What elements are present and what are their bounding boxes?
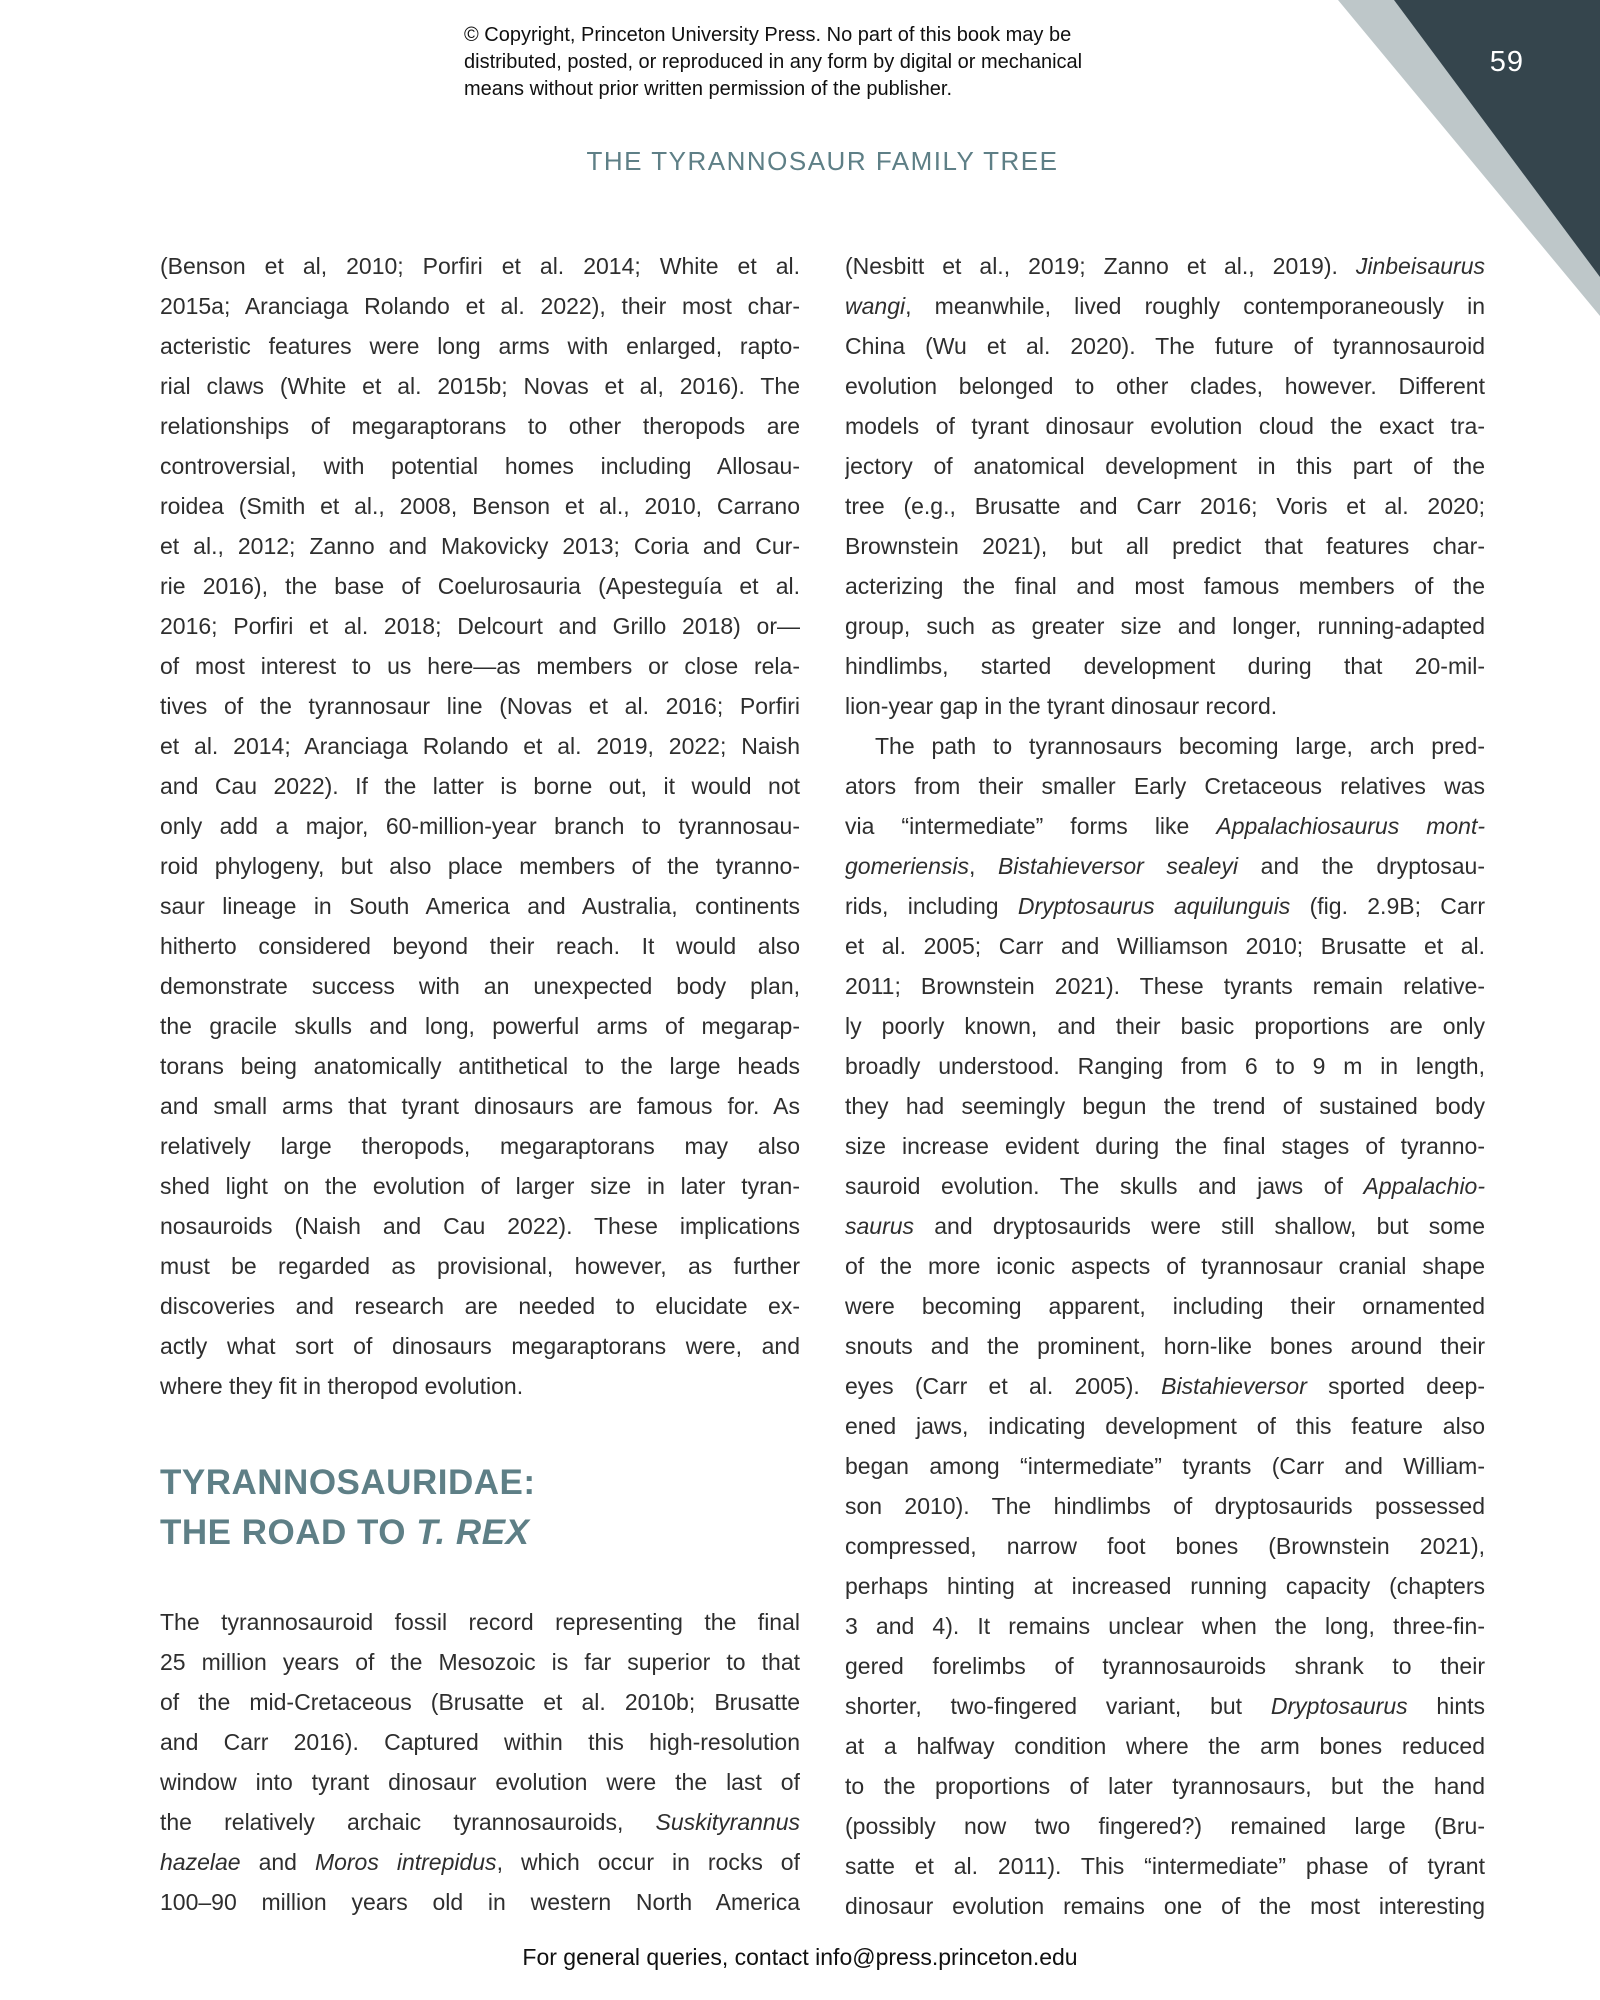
text-line: shorter, two-fingered variant, but Dryptosaurus hints	[845, 1693, 1485, 1719]
text-line: group, such as greater size and longer, running-adapted	[845, 613, 1485, 639]
text-line: to the proportions of later tyrannosaurs, but the hand	[845, 1773, 1485, 1799]
running-head: THE TYRANNOSAUR FAMILY TREE	[586, 146, 1059, 176]
copyright-notice	[464, 22, 1164, 103]
text-line: and Cau 2022). If the latter is borne out, it would not	[160, 773, 800, 799]
text-line: dinosaur evolution remains one of the most interesting	[845, 1893, 1485, 1919]
text-line: roid phylogeny, but also place members of the tyranno-	[160, 853, 800, 879]
text-line: tree (e.g., Brusatte and Carr 2016; Voris et al. 2020;	[845, 493, 1485, 519]
text-line: distributed, posted, or reproduced in any form by digital or mechanical	[464, 51, 1083, 73]
text-line: demonstrate success with an unexpected body plan,	[160, 973, 800, 999]
text-line: the relatively archaic tyrannosauroids, Suskityrannus	[160, 1809, 800, 1835]
text-line: models of tyrant dinosaur evolution cloud the exact tra-	[845, 413, 1485, 439]
text-line: sauroid evolution. The skulls and jaws of Appalachio-	[845, 1173, 1485, 1199]
left-column	[160, 246, 800, 1926]
text-line: 2011; Brownstein 2021). These tyrants remain relative-	[845, 973, 1485, 999]
text-line: THE ROAD TO T. REX	[160, 1513, 530, 1552]
text-line: discoveries and research are needed to elucidate ex-	[160, 1293, 800, 1319]
text-line: hitherto considered beyond their reach. It would also	[160, 933, 800, 959]
text-line: at a halfway condition where the arm bones reduced	[845, 1733, 1485, 1759]
text-line: et al., 2012; Zanno and Makovicky 2013; Coria and Cur-	[160, 533, 800, 559]
page-number: 59	[1489, 46, 1524, 78]
text-line: ators from their smaller Early Cretaceous relatives was	[845, 773, 1485, 799]
text-line: they had seemingly begun the trend of sustained body	[845, 1093, 1485, 1119]
text-line: lion-year gap in the tyrant dinosaur record.	[845, 693, 1278, 719]
text-line: broadly understood. Ranging from 6 to 9 m in length,	[845, 1053, 1485, 1079]
text-line: saur lineage in South America and Australia, continents	[160, 893, 800, 919]
text-line: of the mid-Cretaceous (Brusatte et al. 2010b; Brusatte	[160, 1689, 800, 1715]
text-line: et al. 2005; Carr and Williamson 2010; Brusatte et al.	[845, 933, 1485, 959]
paragraph-megaraptorans	[160, 246, 800, 1406]
text-line: 100–90 million years old in western North America	[160, 1889, 800, 1915]
text-line: shed light on the evolution of larger size in later tyran-	[160, 1173, 800, 1199]
text-line: of the more iconic aspects of tyrannosaur cranial shape	[845, 1253, 1485, 1279]
text-line: controversial, with potential homes including Allosau-	[160, 453, 800, 479]
text-line: The tyrannosauroid fossil record representing the final	[160, 1609, 800, 1635]
paragraph-fossil-record	[160, 1602, 800, 1922]
text-line: 25 million years of the Mesozoic is far superior to that	[160, 1649, 800, 1675]
text-line: perhaps hinting at increased running capacity (chapters	[845, 1573, 1485, 1599]
text-line: relatively large theropods, megaraptorans may also	[160, 1133, 800, 1159]
text-line: torans being anatomically antithetical to the large heads	[160, 1053, 800, 1079]
text-line: China (Wu et al. 2020). The future of tyrannosauroid	[845, 333, 1485, 359]
text-line: actly what sort of dinosaurs megaraptorans were, and	[160, 1333, 800, 1359]
text-line: nosauroids (Naish and Cau 2022). These implications	[160, 1213, 800, 1239]
footer-contact-line: For general queries, contact info@press.princeton.edu	[522, 1944, 1078, 1970]
text-line: roidea (Smith et al., 2008, Benson et al., 2010, Carrano	[160, 493, 800, 519]
text-line: gomeriensis, Bistahieversor sealeyi and the dryptosau-	[845, 853, 1485, 879]
text-line: via “intermediate” forms like Appalachiosaurus mont-	[845, 813, 1485, 839]
text-line: acterizing the final and most famous members of the	[845, 573, 1485, 599]
text-line: and small arms that tyrant dinosaurs are famous for. As	[160, 1093, 800, 1119]
text-line: son 2010). The hindlimbs of dryptosaurids possessed	[845, 1493, 1485, 1519]
text-line: rie 2016), the base of Coelurosauria (Apesteguía et al.	[160, 573, 800, 599]
text-line: where they fit in theropod evolution.	[160, 1373, 524, 1399]
text-line: satte et al. 2011). This “intermediate” phase of tyrant	[845, 1853, 1485, 1879]
text-line: compressed, narrow foot bones (Brownstein 2021),	[845, 1533, 1485, 1559]
text-line: et al. 2014; Aranciaga Rolando et al. 2019, 2022; Naish	[160, 733, 800, 759]
text-line: 2016; Porfiri et al. 2018; Delcourt and Grillo 2018) or—	[160, 613, 800, 639]
text-line: (possibly now two fingered?) remained large (Bru-	[845, 1813, 1485, 1839]
text-line: 3 and 4). It remains unclear when the long, three-fin-	[845, 1613, 1485, 1639]
text-line: snouts and the prominent, horn-like bones around their	[845, 1333, 1485, 1359]
text-line: jectory of anatomical development in this part of the	[845, 453, 1485, 479]
right-column	[845, 246, 1485, 1926]
text-line: wangi, meanwhile, lived roughly contemporaneously in	[845, 293, 1485, 319]
text-line: window into tyrant dinosaur evolution were the last of	[160, 1769, 800, 1795]
text-line: means without prior written permission of the publisher.	[464, 78, 953, 100]
text-line: relationships of megaraptorans to other theropods are	[160, 413, 800, 439]
text-line: 2015a; Aranciaga Rolando et al. 2022), their most char-	[160, 293, 800, 319]
text-line: © Copyright, Princeton University Press. No part of this book may be	[464, 24, 1072, 46]
text-line: must be regarded as provisional, however, as further	[160, 1253, 800, 1279]
text-line: size increase evident during the final stages of tyranno-	[845, 1133, 1485, 1159]
text-line: hazelae and Moros intrepidus, which occur in rocks of	[160, 1849, 800, 1875]
text-line: eyes (Carr et al. 2005). Bistahieversor sported deep-	[845, 1373, 1485, 1399]
text-line: and Carr 2016). Captured within this high-resolution	[160, 1729, 800, 1755]
text-line: gered forelimbs of tyrannosauroids shrank to their	[845, 1653, 1485, 1679]
text-line: rial claws (White et al. 2015b; Novas et al, 2016). The	[160, 373, 800, 399]
section-heading-tyrannosauridae	[160, 1458, 800, 1558]
text-line: evolution belonged to other clades, however. Different	[845, 373, 1485, 399]
text-line: TYRANNOSAURIDAE:	[160, 1463, 536, 1502]
text-line: (Nesbitt et al., 2019; Zanno et al., 2019). Jinbeisaurus	[845, 253, 1485, 279]
text-line: of most interest to us here—as members or close rela-	[160, 653, 800, 679]
text-line: ly poorly known, and their basic proportions are only	[845, 1013, 1485, 1039]
paragraph-intermediate-tyrants	[845, 726, 1485, 1926]
text-columns	[160, 246, 1485, 1926]
text-line: only add a major, 60-million-year branch to tyrannosau-	[160, 813, 800, 839]
text-line: tives of the tyrannosaur line (Novas et al. 2016; Porfiri	[160, 693, 800, 719]
text-line: were becoming apparent, including their ornamented	[845, 1293, 1485, 1319]
text-line: Brownstein 2021), but all predict that features char-	[845, 533, 1485, 559]
text-line: the gracile skulls and long, powerful arms of megarap-	[160, 1013, 800, 1039]
text-line: saurus and dryptosaurids were still shallow, but some	[845, 1213, 1485, 1239]
text-line: (Benson et al, 2010; Porfiri et al. 2014; White et al.	[160, 253, 800, 279]
text-line: ened jaws, indicating development of this feature also	[845, 1413, 1485, 1439]
text-line: acteristic features were long arms with enlarged, rapto-	[160, 333, 800, 359]
text-line: began among “intermediate” tyrants (Carr and William-	[845, 1453, 1485, 1479]
text-line: rids, including Dryptosaurus aquilunguis (fig. 2.9B; Carr	[845, 893, 1485, 919]
text-line: hindlimbs, started development during that 20-mil-	[845, 653, 1485, 679]
paragraph-jinbeisaurus	[845, 246, 1485, 726]
text-line: The path to tyrannosaurs becoming large, arch pred-	[875, 733, 1485, 759]
